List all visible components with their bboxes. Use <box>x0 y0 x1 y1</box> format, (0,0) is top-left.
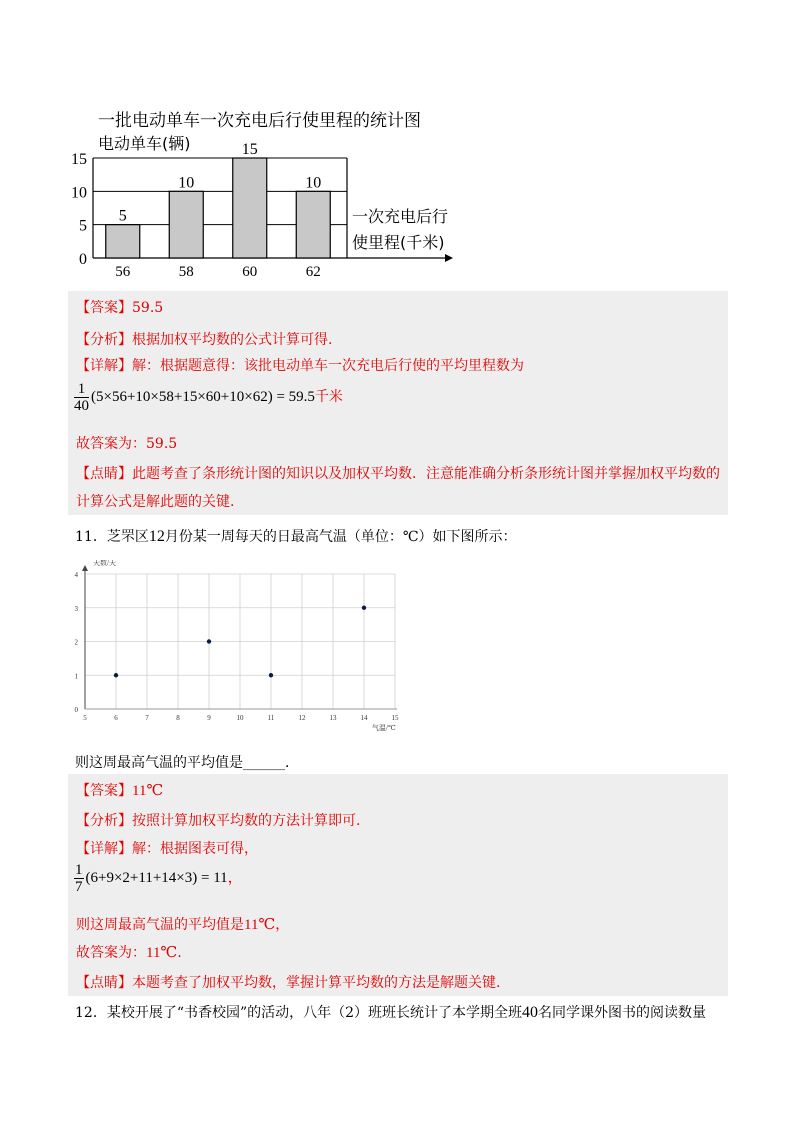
comment-text: 本题考查了加权平均数，掌握计算平均数的方法是解题关键. <box>132 975 501 991</box>
answer-box-10 <box>68 291 728 515</box>
comment-label: 【点睛】 <box>76 975 132 991</box>
answer-label: 【答案】 <box>76 783 132 799</box>
scatter-x-tick: 12 <box>298 714 306 722</box>
analysis-text: 根据加权平均数的公式计算可得. <box>132 332 333 348</box>
scatter-ylabel: 天数/天 <box>93 560 116 567</box>
detail-text: 解：根据图表可得， <box>132 841 258 857</box>
scatter-x-tick: 10 <box>236 714 244 722</box>
frac-num: 1 <box>74 381 89 398</box>
scatter-y-tick: 2 <box>74 638 78 647</box>
scatter-x-tick: 8 <box>176 714 180 722</box>
scatter-y-tick: 1 <box>74 672 78 681</box>
formula-body: (6+9×2+11+14×3) = 11 <box>85 869 228 886</box>
detail-label: 【详解】 <box>76 358 132 374</box>
scatter-x-tick: 6 <box>114 714 118 722</box>
bar-x-tick: 62 <box>305 264 321 280</box>
formula-tail: ， <box>227 869 243 886</box>
formula-10 <box>74 381 343 414</box>
bar-x-tick: 56 <box>115 264 131 280</box>
bar-chart-xlabel-line1: 一次充电后行 <box>352 207 449 226</box>
comment-label: 【点睛】 <box>76 466 132 482</box>
answer-value: 11℃ <box>132 783 164 799</box>
frac-den: 40 <box>74 398 89 414</box>
bar-y-tick: 0 <box>79 251 87 268</box>
bar <box>296 191 330 258</box>
average-line: 则这周最高气温的平均值是11℃， <box>76 917 290 933</box>
comment-line2: 计算公式是解此题的关键. <box>76 494 235 510</box>
analysis-label: 【分析】 <box>76 813 132 829</box>
scatter-point <box>269 673 273 677</box>
scatter-point <box>114 673 118 677</box>
scatter-point <box>362 606 366 610</box>
scatter-y-tick: 4 <box>74 571 78 579</box>
scatter-x-tick: 15 <box>391 714 399 722</box>
bar-y-tick: 10 <box>71 184 87 202</box>
detail-text: 解：根据题意得：该批电动单车一次充电后行使的平均里程数为 <box>132 358 524 374</box>
question-11-blank: 则这周最高气温的平均值是______． <box>75 755 299 771</box>
bar <box>169 191 203 258</box>
scatter-x-tick: 11 <box>267 714 275 722</box>
question-12: 12．某校开展了“书香校园”的活动，八年（2）班班长统计了本学期全班40名同学课外图书的阅读数量 <box>75 1004 707 1021</box>
bar-chart <box>60 140 480 280</box>
bar-data-label: 15 <box>241 141 258 158</box>
bar <box>233 158 267 258</box>
answer-value: 59.5 <box>132 300 164 316</box>
bar <box>106 225 140 258</box>
bar-chart-ylabel: 电动单车(辆) <box>98 134 191 153</box>
formula-unit: 千米 <box>314 388 343 405</box>
answer-box-11 <box>68 774 728 996</box>
bar-data-label: 10 <box>305 174 322 192</box>
bar-y-tick: 15 <box>71 151 87 168</box>
scatter-point <box>207 639 211 643</box>
scatter-x-tick: 5 <box>83 714 87 722</box>
scatter-xlabel: 气温/℃ <box>372 724 396 732</box>
analysis-text: 按照计算加权平均数的方法计算即可. <box>132 813 361 829</box>
frac-num: 1 <box>75 862 83 878</box>
scatter-chart <box>70 560 410 740</box>
conclusion-11: 故答案为：11℃. <box>76 945 182 961</box>
scatter-x-tick: 9 <box>207 714 211 722</box>
bar-chart-title: 一批电动单车一次充电后行使里程的统计图 <box>98 111 421 131</box>
analysis-label: 【分析】 <box>76 332 132 348</box>
bar-data-label: 5 <box>118 207 127 225</box>
bar-y-tick: 5 <box>79 217 87 235</box>
question-11: 11．芝罘区12月份某一周每天的日最高气温（单位：℃）如下图所示： <box>75 528 517 545</box>
scatter-y-tick: 0 <box>74 706 78 714</box>
scatter-x-tick: 7 <box>145 714 149 722</box>
bar-chart-xlabel-line2: 使里程(千米) <box>352 233 445 252</box>
answer-label: 【答案】 <box>76 300 132 316</box>
scatter-y-arrow <box>82 565 88 571</box>
scatter-x-tick: 14 <box>360 714 368 722</box>
bar-x-tick: 58 <box>178 264 194 280</box>
bar-data-label: 10 <box>178 174 195 192</box>
frac-den: 7 <box>75 879 83 895</box>
formula-body: (5×56+10×58+15×60+10×62) = 59.5 <box>91 388 315 405</box>
scatter-y-tick: 3 <box>74 604 78 613</box>
bar-x-tick: 60 <box>242 264 258 280</box>
formula-11 <box>74 862 243 895</box>
conclusion-10: 故答案为：59.5 <box>76 436 178 452</box>
scatter-x-tick: 13 <box>329 714 337 722</box>
detail-label: 【详解】 <box>76 841 132 857</box>
comment-line1: 此题考查了条形统计图的知识以及加权平均数．注意能准确分析条形统计图并掌握加权平均数的 <box>132 466 720 482</box>
